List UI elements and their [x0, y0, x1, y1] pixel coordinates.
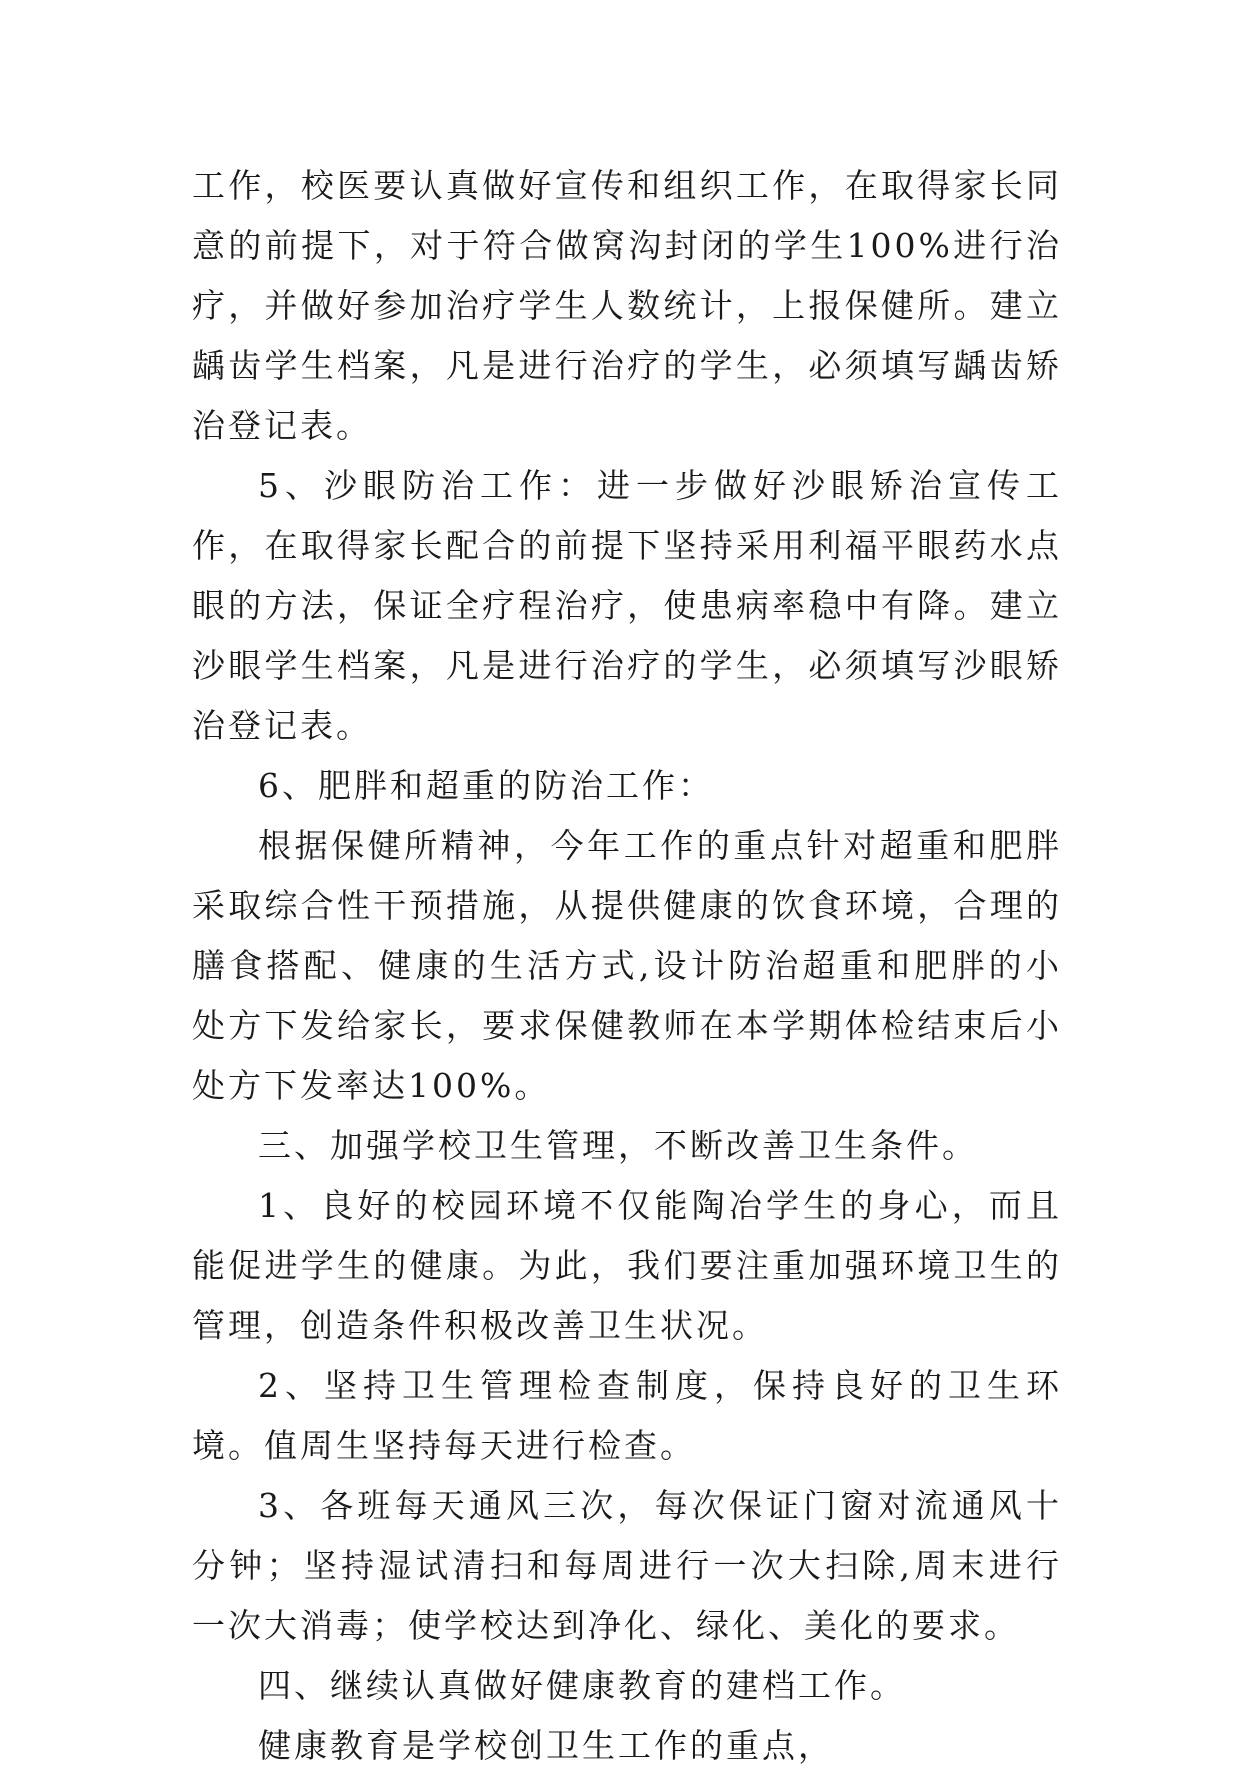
paragraph-trachoma-prevention: 5、沙眼防治工作：进一步做好沙眼矫治宣传工作，在取得家长配合的前提下坚持采用利福平眼药水点眼的方法，保证全疗程治疗，使患病率稳中有降。建立沙眼学生档案，凡是进行治疗的学生，必须填写沙眼矫治登记表。 [192, 466, 1062, 745]
paragraph-ventilation-cleaning: 3、各班每天通风三次，每次保证门窗对流通风十分钟；坚持湿试清扫和每周进行一次大扫除,周末进行一次大消毒；使学校达到净化、绿化、美化的要求。 [192, 1486, 1062, 1645]
paragraph-sealant-treatment: 工作，校医要认真做好宣传和组织工作，在取得家长同意的前提下，对于符合做窝沟封闭的学生100%进行治疗，并做好参加治疗学生人数统计，上报保健所。建立龋齿学生档案，凡是进行治疗的学生，必须填写龋齿矫治登记表。 [192, 166, 1062, 445]
paragraph-inspection-system: 2、坚持卫生管理检查制度，保持良好的卫生环境。值周生坚持每天进行检查。 [192, 1366, 1062, 1465]
section-heading-health-education-records: 四、继续认真做好健康教育的建档工作。 [258, 1666, 906, 1705]
paragraph-obesity-measures: 根据保健所精神，今年工作的重点针对超重和肥胖采取综合性干预措施，从提供健康的饮食环境，合理的膳食搭配、健康的生活方式,设计防治超重和肥胖的小处方下发给家长，要求保健教师在本学期体检结束后小处方下发率达100%。 [192, 826, 1062, 1105]
section-heading-hygiene-management: 三、加强学校卫生管理，不断改善卫生条件。 [258, 1126, 978, 1165]
paragraph-campus-environment: 1、良好的校园环境不仅能陶冶学生的身心，而且能促进学生的健康。为此，我们要注重加强环境卫生的管理，创造条件积极改善卫生状况。 [192, 1186, 1062, 1345]
paragraph-obesity-heading: 6、肥胖和超重的防治工作： [258, 766, 714, 805]
document-body [192, 156, 1062, 1776]
paragraph-health-education: 健康教育是学校创卫生工作的重点， [258, 1726, 834, 1765]
